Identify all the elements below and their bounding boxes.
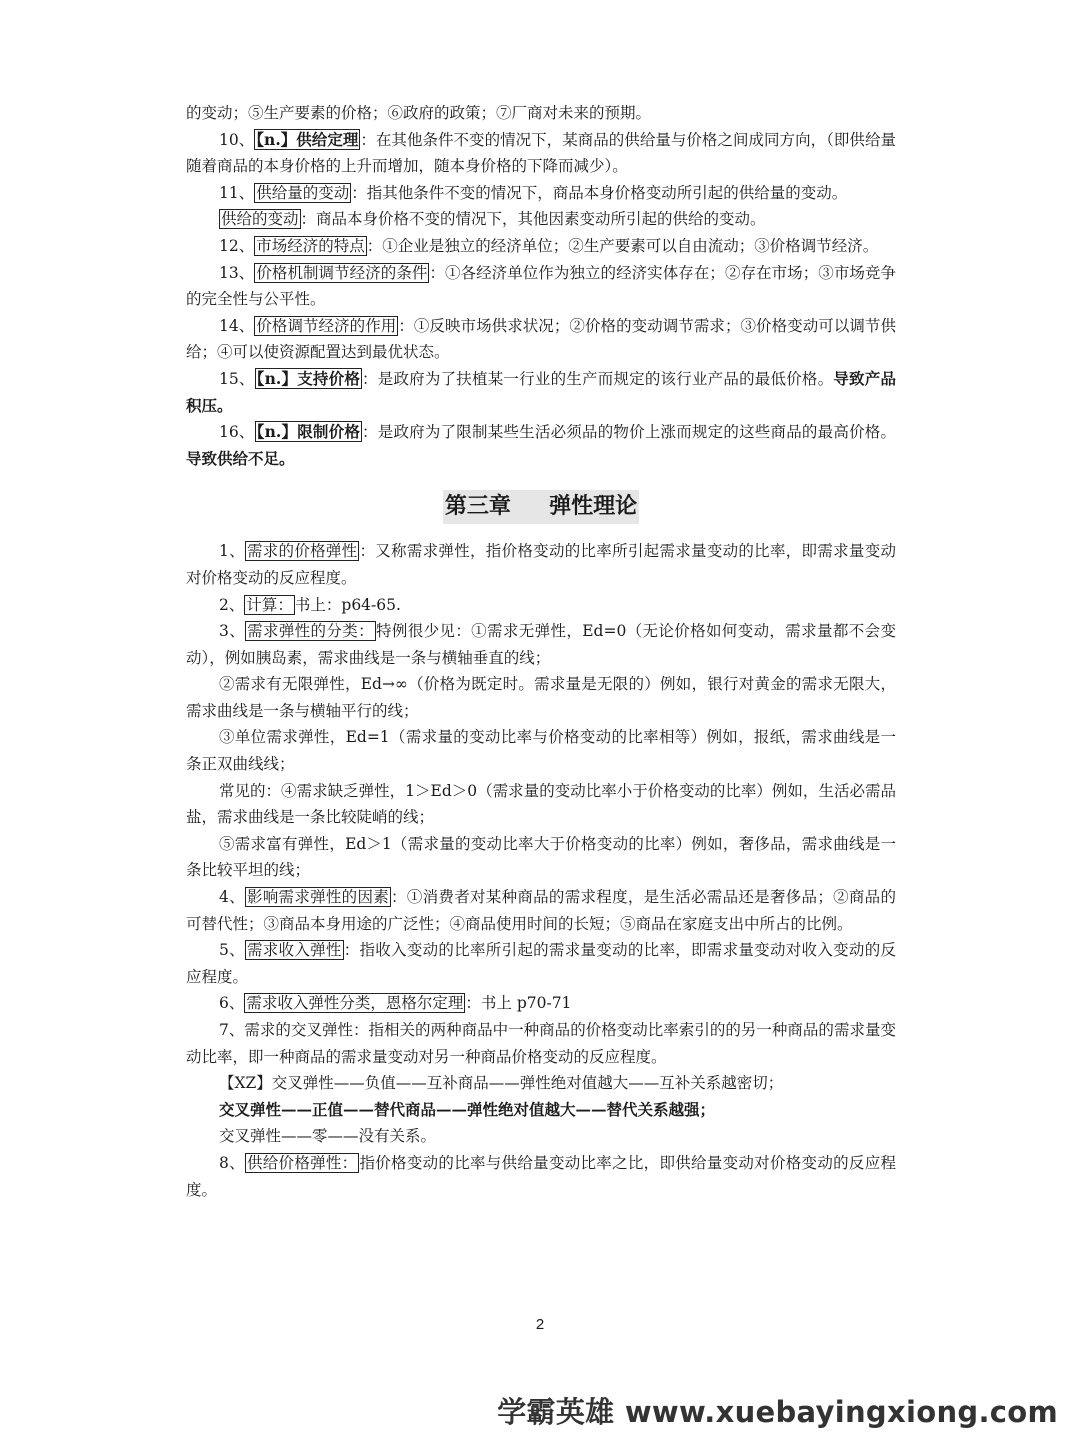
item-number: 8、 — [219, 1153, 245, 1172]
c3-item-6 — [186, 990, 896, 1017]
item-10 — [186, 127, 896, 180]
definition: ：在其他条件不变的情况下，某商品的供给量与价格之间成同方向，（即供给量随着商品的本身价格的上升而增加，随本身价格的下降而减少）。 — [186, 130, 896, 176]
term-calculation: 计算： — [246, 595, 293, 614]
item-13 — [186, 260, 896, 313]
page-number: 2 — [535, 1316, 545, 1333]
c3-item-4 — [186, 884, 896, 937]
c3-item-3 — [186, 618, 896, 671]
term-elasticity-factors: 影响需求弹性的因素 — [246, 888, 390, 907]
item-number: 15、 — [219, 369, 255, 388]
xz-line-1: 【XZ】交叉弹性——负值——互补商品——弹性绝对值越大——互补关系越密切； — [219, 1074, 784, 1093]
chapter-title: 第三章 弹性理论 — [443, 490, 639, 524]
item-16 — [186, 419, 896, 472]
term-supply-change: 供给的变动 — [221, 210, 299, 229]
term-elasticity-types: 需求弹性的分类： — [247, 622, 374, 641]
definition: ：书上 p70-71 — [465, 994, 572, 1013]
item-number: 3、 — [219, 622, 246, 641]
item-11b — [186, 206, 896, 233]
definition: ：①企业是独立的经济单位；②生产要素可以自由流动；③价格调节经济。 — [366, 236, 879, 255]
definition: ：①各经济单位作为独立的经济实体存在；②存在市场；③市场竞争的完全性与公平性。 — [186, 263, 896, 309]
definition: ：又称需求弹性，指价格变动的比率所引起需求量变动的比率，即需求量变动对价格变动的反应程度。 — [186, 542, 896, 587]
term-supply-elasticity: 供给价格弹性： — [246, 1153, 358, 1172]
item-number: 16、 — [219, 423, 255, 442]
definition: 书上：p64-65. — [294, 595, 401, 614]
item-number: 1、 — [219, 542, 245, 561]
watermark: 学霸英雄 www.xuebayingxiong.com — [497, 1395, 1058, 1429]
consequence: 导致供给不足。 — [186, 448, 295, 468]
item-14 — [186, 313, 896, 366]
term-price-role: 价格调节经济的作用 — [256, 316, 397, 335]
term-supply-law: 【n.】供给定理 — [256, 129, 359, 149]
c3-item-8 — [186, 1150, 896, 1203]
item-number: 5、 — [219, 941, 245, 960]
c3-item-3-p4: 常见的：④需求缺乏弹性，1＞Ed＞0（需求量的变动比率小于价格变动的比率）例如，生活必需品盐，需求曲线是一条比较陡峭的线； — [186, 781, 896, 827]
item-number: 11、 — [219, 183, 255, 202]
c3-item-3-p2: ②需求有无限弹性，Ed→∞（价格为既定时。需求量是无限的）例如，银行对黄金的需求无限大，需求曲线是一条与横轴平行的线； — [186, 675, 896, 720]
c3-item-1 — [186, 538, 896, 591]
item-number: 14、 — [219, 316, 255, 335]
chapter-heading-wrap — [186, 490, 896, 524]
definition: ：①消费者对某种商品的需求程度，是生活必需品还是奢侈品；②商品的可替代性；③商品本身用途的广泛性；④商品使用时间的长短；⑤商品在家庭支出中所占的比例。 — [186, 888, 896, 933]
item-15 — [186, 366, 896, 419]
definition: ：指其他条件不变的情况下，商品本身价格变动所引起的供给量的变动。 — [351, 183, 848, 202]
document-page — [186, 100, 896, 1203]
c3-item-3-p5: ⑤需求富有弹性，Ed＞1（需求量的变动比率大于价格变动的比率）例如，奢侈品，需求曲线是一条比较平坦的线； — [186, 834, 896, 880]
term-ceiling-price: 【n.】限制价格 — [256, 422, 361, 442]
c3-item-2 — [186, 592, 896, 619]
term-price-mechanism-conditions: 价格机制调节经济的条件 — [256, 263, 428, 282]
definition: ：①反映市场供求状况；②价格的变动调节需求；③价格变动可以调节供给；④可以使资源配置达到最优状态。 — [186, 316, 896, 362]
item-number: 6、 — [219, 994, 245, 1013]
term-income-elasticity: 需求收入弹性 — [246, 941, 342, 960]
xz-line-2: 交叉弹性——正值——替代商品——弹性绝对值越大——替代关系越强； — [219, 1099, 716, 1119]
term-market-economy: 市场经济的特点 — [256, 236, 365, 255]
term-quantity-supplied-change: 供给量的变动 — [256, 183, 350, 202]
definition: 指价格变动的比率与供给量变动比率之比，即供给量变动对价格变动的反应程度。 — [186, 1153, 896, 1199]
term-price-elasticity: 需求的价格弹性 — [246, 542, 358, 561]
definition: ：商品本身价格不变的情况下，其他因素变动所引起的供给的变动。 — [300, 210, 766, 229]
item-number: 10、 — [219, 130, 255, 149]
paragraph-continued: 的变动；⑤生产要素的价格；⑥政府的政策；⑦厂商对未来的预期。 — [186, 104, 652, 122]
item-11 — [186, 180, 896, 207]
item-number: 4、 — [219, 888, 245, 907]
xz-line-3: 交叉弹性——零——没有关系。 — [219, 1127, 437, 1146]
item-number: 12、 — [219, 236, 255, 255]
item-12 — [186, 233, 896, 260]
term-engel-law: 需求收入弹性分类，恩格尔定理 — [246, 994, 464, 1013]
c3-item-3-p3: ③单位需求弹性，Ed=1（需求量的变动比率与价格变动的比率相等）例如，报纸，需求曲线是一条正双曲线线； — [186, 728, 896, 774]
c3-item-7: 7、需求的交叉弹性：指相关的两种商品中一种商品的价格变动比率索引的的另一种商品的需求量变动比率，即一种商品的需求量变动对另一种商品价格变动的反应程度。 — [186, 1021, 896, 1066]
item-number: 2、 — [219, 595, 245, 614]
consequence: 导致产品积压。 — [186, 368, 896, 415]
c3-item-5 — [186, 937, 896, 990]
definition: ：指收入变动的比率所引起的需求量变动的比率，即需求量变动对收入变动的反应程度。 — [186, 941, 896, 986]
definition: ：是政府为了扶植某一行业的生产而规定的该行业产品的最低价格。 — [362, 369, 834, 388]
definition: 特例很少见：①需求无弹性，Ed=0（无论价格如何变动，需求量都不会变动），例如胰岛素，需求曲线是一条与横轴垂直的线； — [186, 622, 896, 667]
item-number: 13、 — [219, 263, 255, 282]
term-support-price: 【n.】支持价格 — [256, 368, 361, 388]
definition: ：是政府为了限制某些生活必须品的物价上涨而规定的这些商品的最高价格。 — [362, 423, 896, 442]
